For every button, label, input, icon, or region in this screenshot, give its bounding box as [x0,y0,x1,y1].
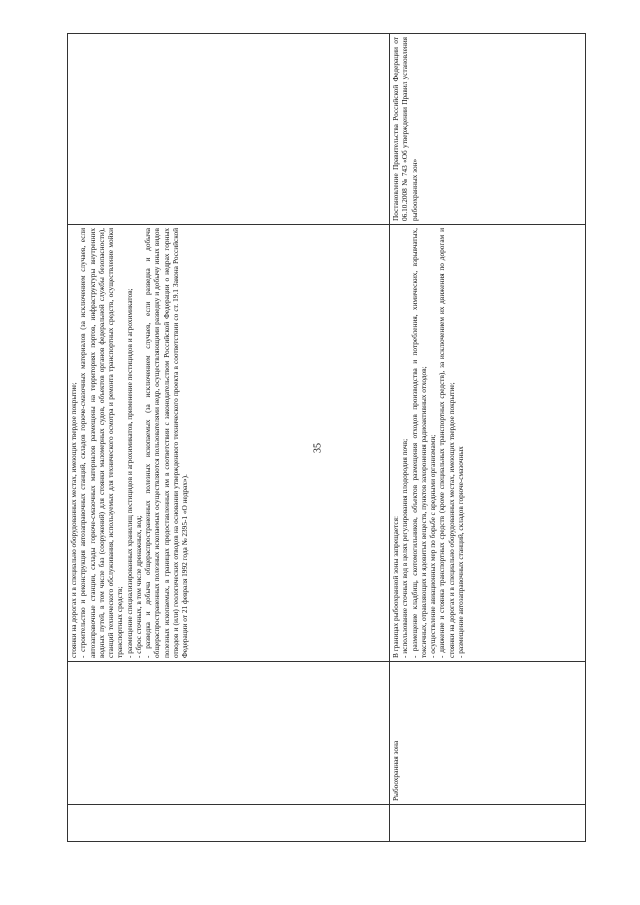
restriction-item: В границах рыбоохранной зоны запрещается: [391,515,400,658]
restriction-item: - строительство и реконструкция автозаправочных станций, складов горюче-смазочных материалов (за исключением случаев, если автозаправочные станции, склады горюче-смазочных материалов размещены на территориях портов, инфраструктуры внутренних водных путей, в том числе баз (сооружений) для стоянки маломерных судов, объектов органов федеральной службы безопасности), станций технического обслуживания, используемых для технического осмотра и ремонта транспортных средств, осуществление мойки транспортных средств; [78,228,125,658]
restriction-item: - сброс сточных, в том числе дренажных, вод; [133,515,143,658]
zone-name-cell [68,662,390,805]
restriction-item: - размещение автозаправочных станций, складов горюче-смазочных [455,446,465,658]
table-row [390,34,586,842]
document-cell [68,34,390,225]
restriction-item: стоянки на дорогах и в специально оборудованных местах, имеющих твердое покрытие; [69,382,78,658]
restriction-item: - размещение специализированных хранилищ пестицидов и агрохимикатов, применение пестицидов и агрохимикатов; [124,288,134,658]
document-cell: Постановление Правительства Российской Федерации от 06.10.2008 № 743 «Об утверждении Правил установления рыбоохранных зон» [390,34,586,225]
row-number-cell [68,805,390,842]
restrictions-cell [390,225,586,662]
restrictions-cell [68,225,390,662]
row-number-cell [390,805,586,842]
restriction-item: - осуществление авиационных мер по борьбе с вредными организмами; [428,434,438,658]
table-row [68,34,390,842]
page-number: 35 [312,443,324,453]
restriction-item: - использование сточных вод в целях регулирования плодородия почв; [400,438,410,658]
restriction-item: - размещение кладбищ, скотомогильников, объектов размещения отходов производства и потребления, химических, взрывчатых, токсичных, отравляющих и ядовитых веществ, пунктов захоронения радиоактивных отходов; [409,228,428,658]
zone-name-cell: Рыбоохранная зона [390,662,586,805]
restriction-item: - разведка и добыча общераспространенных полезных ископаемых (за исключением случаев, если разведка и добыча общераспространенных полезных ископаемых осуществляются пользователями недр, осуществляющими разведку и добычу иных видов полезных ископаемых, в границах предоставленных им в соответствии с законодательством Российской Федерации о недрах горных отводов и (или) геологических отводов на основании утвержденного технического проекта в соответствии со ст. 19.1 Закона Российской Федерации от 21 февраля 1992 года № 2395-1 «О недрах»). [143,228,190,658]
restriction-item: - движение и стоянка транспортных средств (кроме специальных транспортных средств), за исключением их движения по дорогам и стоянки на дорогах и в специально оборудованных местах, имеющих твердое покрытие; [437,228,456,658]
restrictions-table [67,33,586,842]
